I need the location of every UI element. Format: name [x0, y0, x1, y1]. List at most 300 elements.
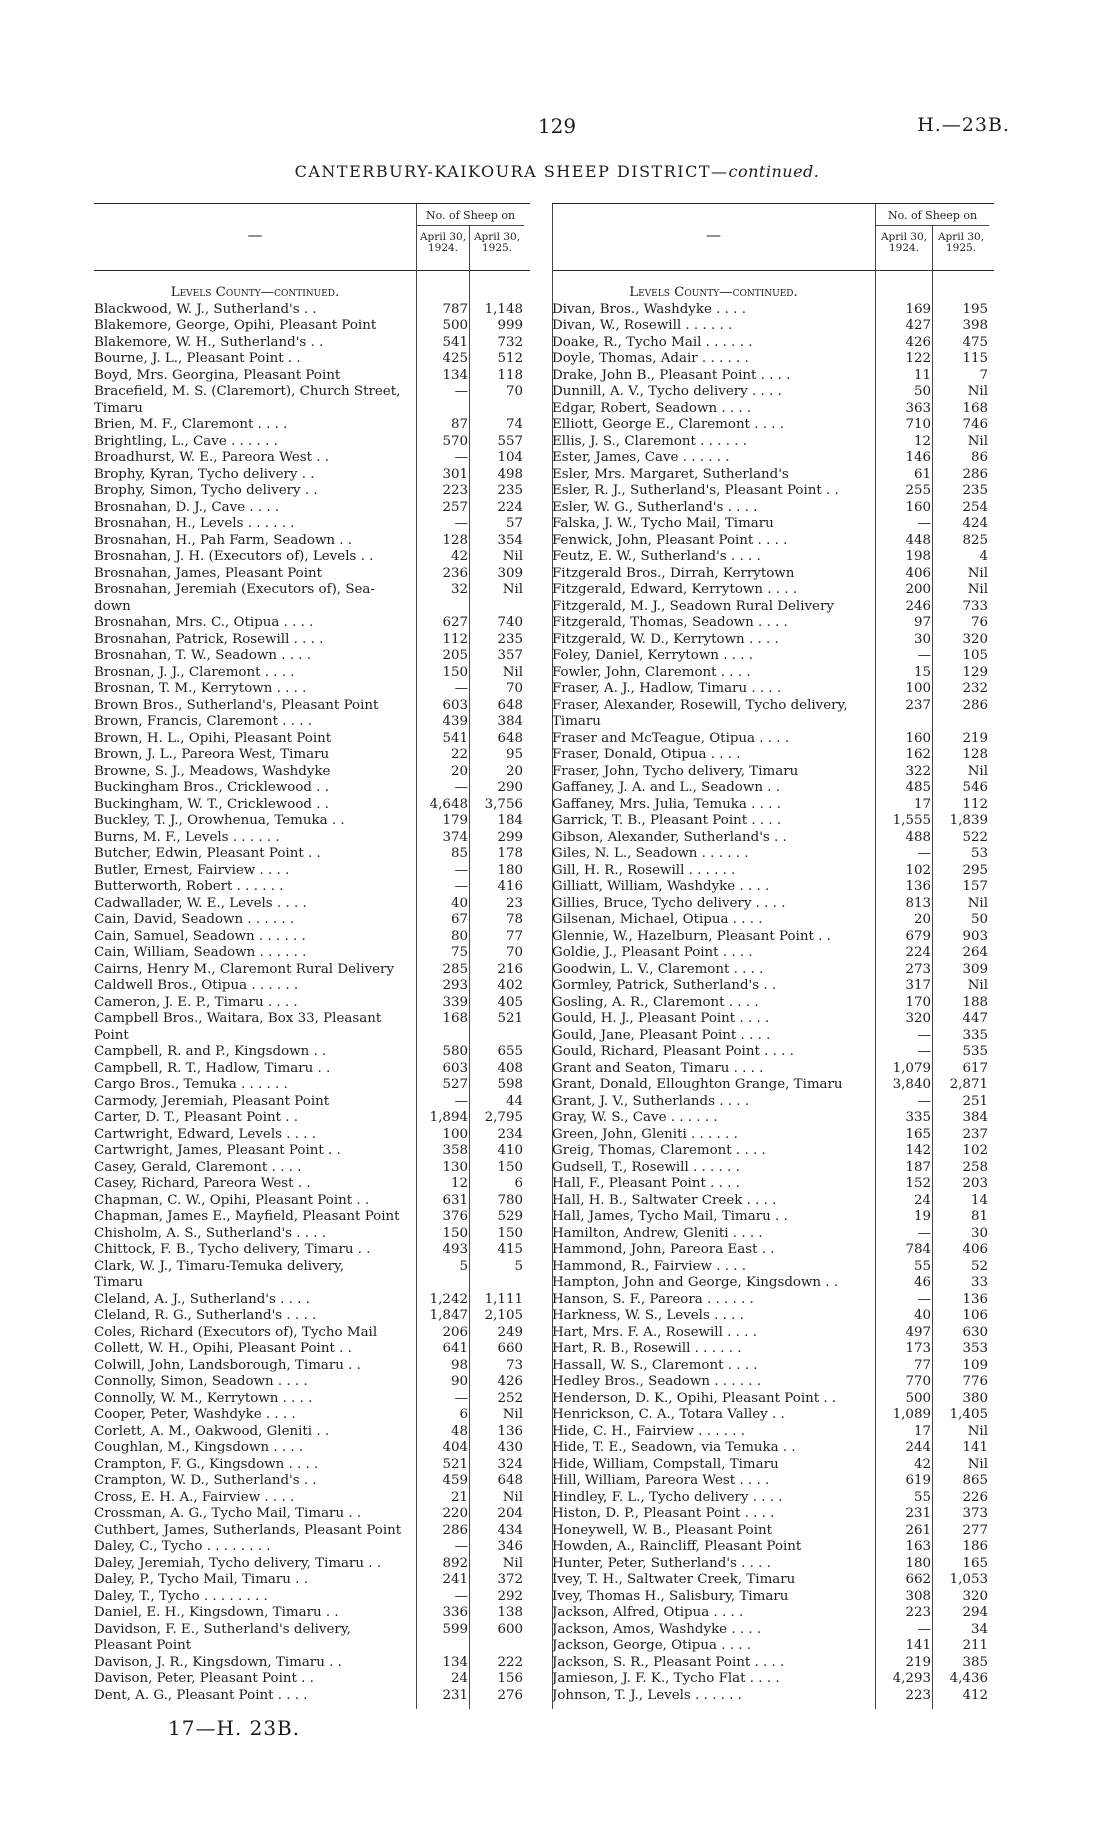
- sheep-1925: 732: [497, 334, 523, 350]
- sheep-1924: [875, 714, 931, 731]
- sheep-1925: [468, 1275, 523, 1292]
- owner-name: Divan, W., Rosewill . . . . . .: [552, 318, 733, 333]
- owner-name: Henderson, D. K., Opihi, Pleasant Point . .: [552, 1390, 837, 1406]
- sheep-1925: 222: [497, 1654, 523, 1670]
- owner-name: Fitzgerald, W. D., Kerrytown . . . .: [552, 631, 779, 647]
- sheep-1924: 246: [905, 598, 931, 614]
- owner-name: Blakemore, W. H., Sutherland's . .: [94, 334, 324, 350]
- sheep-1925: Nil: [967, 565, 988, 581]
- sheep-1925: Nil: [967, 1456, 988, 1472]
- table-row: [94, 1440, 530, 1457]
- sheep-1924: 163: [905, 1539, 931, 1554]
- sheep-1924: 580: [442, 1044, 468, 1059]
- sheep-1924: 237: [905, 697, 931, 713]
- sheep-1925: 309: [497, 565, 523, 581]
- sheep-1924: 200: [905, 582, 931, 597]
- sheep-1925: 104: [497, 450, 523, 465]
- sheep-1924: 220: [442, 1506, 468, 1521]
- owner-name: Doyle, Thomas, Adair . . . . . .: [552, 351, 749, 366]
- table-row: [552, 434, 994, 451]
- sheep-1925: 109: [962, 1357, 988, 1373]
- sheep-1924: —: [917, 1027, 931, 1043]
- sheep-1925: 353: [962, 1341, 988, 1356]
- sheep-1924: 231: [905, 1506, 931, 1521]
- owner-name: Edgar, Robert, Seadown . . . .: [552, 400, 752, 416]
- table-row: [552, 1440, 994, 1457]
- table-row: [552, 714, 994, 731]
- owner-name: Grant and Seaton, Timaru . . . .: [552, 1060, 764, 1076]
- sheep-1925: 14: [970, 1192, 988, 1208]
- sheep-1924: [416, 599, 468, 616]
- sheep-1925: 412: [962, 1687, 988, 1703]
- sheep-1924: 67: [450, 912, 468, 927]
- table-row: [94, 665, 530, 682]
- owner-name: Gould, H. J., Pleasant Point . . . .: [552, 1011, 770, 1026]
- sheep-1924: 21: [450, 1489, 468, 1505]
- sheep-1925: 1,405: [949, 1407, 988, 1422]
- owner-name: Connolly, Simon, Seadown . . . .: [94, 1374, 308, 1389]
- sheep-1924: 770: [905, 1374, 931, 1389]
- title-suffix: continued.: [728, 162, 820, 181]
- sheep-1924: 180: [905, 1555, 931, 1571]
- table-row: [552, 747, 994, 764]
- sheep-1925: 70: [505, 681, 523, 696]
- owner-name: Hedley Bros., Seadown . . . . . .: [552, 1374, 762, 1389]
- sheep-1924: 257: [442, 499, 468, 515]
- table-row: [552, 1094, 994, 1111]
- owner-name: Cleland, A. J., Sutherland's . . . .: [94, 1291, 310, 1307]
- sheep-1924: 87: [450, 417, 468, 432]
- sheep-1925: 2,105: [484, 1308, 523, 1323]
- sheep-1925: 320: [962, 631, 988, 647]
- table-row: [552, 368, 994, 385]
- sheep-1924: 241: [442, 1572, 468, 1587]
- sheep-1925: 20: [505, 763, 523, 779]
- sheep-1925: 780: [497, 1192, 523, 1208]
- sheep-1924: 603: [442, 697, 468, 713]
- owner-name: Casey, Gerald, Claremont . . . .: [94, 1159, 302, 1175]
- owner-name: Gaffaney, J. A. and L., Seadown . .: [552, 780, 780, 795]
- table-row: [94, 1523, 530, 1540]
- left-table-header: [94, 203, 530, 271]
- sheep-1924: 641: [442, 1341, 468, 1356]
- sheep-1925: Nil: [502, 664, 523, 680]
- owner-name: Brosnahan, Jeremiah (Executors of), Sea-: [94, 582, 375, 597]
- owner-name: Brosnahan, H., Levels . . . . . .: [94, 516, 295, 531]
- sheep-1925: 1,148: [484, 301, 523, 317]
- table-row: [94, 1473, 530, 1490]
- sheep-1924: 206: [442, 1324, 468, 1340]
- sheep-1925: 535: [962, 1044, 988, 1059]
- table-row: [94, 318, 530, 335]
- sheep-1925: 357: [497, 648, 523, 663]
- table-row: [552, 1655, 994, 1672]
- sheep-1924: 42: [450, 549, 468, 564]
- sheep-1925: 416: [497, 879, 523, 894]
- sheep-1925: 180: [497, 862, 523, 878]
- sheep-1924: 627: [442, 615, 468, 630]
- sheep-1925: 286: [962, 697, 988, 713]
- owner-name: Gillies, Bruce, Tycho delivery . . . .: [552, 895, 786, 911]
- sheep-1924: —: [917, 1093, 931, 1109]
- owner-name: Hampton, John and George, Kingsdown . .: [552, 1275, 839, 1290]
- sheep-1924: 19: [913, 1209, 931, 1224]
- header-col-1925: April 30, 1925.: [473, 231, 521, 254]
- owner-name: Divan, Bros., Washdyke . . . .: [552, 301, 746, 317]
- sheep-1924: 710: [905, 417, 931, 432]
- owner-name: Timaru: [552, 714, 601, 729]
- sheep-1924: —: [917, 1621, 931, 1637]
- sheep-1925: 426: [497, 1374, 523, 1389]
- sheep-1925: 372: [497, 1572, 523, 1587]
- table-row: [552, 318, 994, 335]
- sheep-1925: Nil: [502, 582, 523, 597]
- owner-name: Gill, H. R., Rosewill . . . . . .: [552, 862, 736, 878]
- table-row: [552, 335, 994, 352]
- owner-name: Brosnahan, H., Pah Farm, Seadown . .: [94, 532, 353, 548]
- left-table-body: [94, 271, 530, 1704]
- owner-name: Daley, P., Tycho Mail, Timaru . .: [94, 1572, 308, 1587]
- sheep-1924: 493: [442, 1242, 468, 1257]
- owner-name: Pleasant Point: [94, 1638, 192, 1653]
- sheep-1924: 363: [905, 400, 931, 416]
- sheep-1924: 5: [459, 1258, 468, 1274]
- table-row: [94, 1391, 530, 1408]
- table-row: [552, 813, 994, 830]
- owner-name: Timaru: [94, 400, 143, 416]
- sheep-1925: 5: [514, 1258, 523, 1274]
- sheep-1925: [468, 1028, 523, 1045]
- table-row: [94, 615, 530, 632]
- table-row: [552, 632, 994, 649]
- sheep-1924: 427: [905, 318, 931, 333]
- table-row: [94, 1589, 530, 1606]
- owner-name: Histon, D. P., Pleasant Point . . . .: [552, 1506, 775, 1521]
- sheep-1925: Nil: [502, 549, 523, 564]
- sheep-1924: 128: [442, 532, 468, 548]
- sheep-1925: 136: [497, 1423, 523, 1439]
- page-footer: 17—H. 23B.: [168, 1716, 301, 1740]
- owner-name: Cain, William, Seadown . . . . . .: [94, 945, 307, 960]
- owner-name: Brosnahan, D. J., Cave . . . .: [94, 499, 280, 515]
- sheep-1925: 405: [497, 994, 523, 1010]
- sheep-1924: 497: [905, 1324, 931, 1340]
- table-row: [552, 1143, 994, 1160]
- owner-name: Hassall, W. S., Claremont . . . .: [552, 1357, 758, 1373]
- sheep-1925: [468, 1638, 523, 1655]
- sheep-1925: 286: [962, 466, 988, 482]
- sheep-1924: 223: [905, 1687, 931, 1703]
- owner-name: Jackson, S. R., Pleasant Point . . . .: [552, 1654, 785, 1670]
- sheep-1925: 630: [962, 1324, 988, 1340]
- table-row: [552, 1011, 994, 1028]
- header-sheep-on: No. of Sheep on: [425, 209, 516, 222]
- owner-name: Brien, M. F., Claremont . . . .: [94, 417, 288, 432]
- sheep-1925: 512: [497, 351, 523, 366]
- sheep-1924: 244: [905, 1440, 931, 1455]
- owner-name: Casey, Richard, Pareora West . .: [94, 1176, 311, 1191]
- sheep-1925: 309: [962, 961, 988, 977]
- table-row: [552, 1556, 994, 1573]
- table-row: [94, 1011, 530, 1028]
- owner-name: Hide, T. E., Seadown, via Temuka . .: [552, 1440, 796, 1455]
- owner-name: Fitzgerald Bros., Dirrah, Kerrytown: [552, 565, 795, 581]
- sheep-1925: 186: [962, 1539, 988, 1554]
- table-row: [552, 450, 994, 467]
- sheep-1925: 294: [962, 1605, 988, 1620]
- table-row: [94, 1209, 530, 1226]
- sheep-1925: Nil: [502, 1555, 523, 1571]
- sheep-1924: 85: [450, 846, 468, 861]
- owner-name: Fitzgerald, Edward, Kerrytown . . . .: [552, 582, 798, 597]
- sheep-1924: 150: [442, 1225, 468, 1241]
- sheep-1925: 6: [514, 1176, 523, 1191]
- header-dash: —: [247, 226, 263, 244]
- sheep-1924: 570: [442, 433, 468, 449]
- sheep-1924: 170: [905, 994, 931, 1010]
- sheep-1924: 619: [905, 1473, 931, 1488]
- sheep-1924: 4,648: [429, 796, 468, 812]
- table-row: [94, 483, 530, 500]
- owner-name: Brophy, Kyran, Tycho delivery . .: [94, 466, 315, 482]
- table-row: [94, 500, 530, 517]
- owner-name: Harkness, W. S., Levels . . . .: [552, 1308, 744, 1323]
- sheep-1924: 426: [905, 334, 931, 350]
- owner-name: Jackson, Amos, Washdyke . . . .: [552, 1621, 762, 1637]
- sheep-1924: 448: [905, 532, 931, 548]
- table-row: [552, 1160, 994, 1177]
- owner-name: Elliott, George E., Claremont . . . .: [552, 417, 784, 432]
- sheep-1924: 173: [905, 1341, 931, 1356]
- table-row: [94, 1374, 530, 1391]
- table-row: [94, 1457, 530, 1474]
- sheep-1924: 122: [905, 351, 931, 366]
- table-row: [552, 1193, 994, 1210]
- owner-name: Esler, Mrs. Margaret, Sutherland's: [552, 466, 789, 482]
- table-row: [552, 566, 994, 583]
- owner-name: Cairns, Henry M., Claremont Rural Delivery: [94, 961, 395, 977]
- table-row: [552, 1622, 994, 1639]
- sheep-1924: 662: [905, 1572, 931, 1587]
- sheep-1924: 231: [442, 1687, 468, 1703]
- table-row: [94, 566, 530, 583]
- owner-name: Brosnahan, Patrick, Rosewill . . . .: [94, 631, 324, 647]
- sheep-1925: 1,111: [484, 1291, 523, 1307]
- owner-name: Cameron, J. E. P., Timaru . . . .: [94, 994, 298, 1010]
- owner-name: Brosnahan, T. W., Seadown . . . .: [94, 648, 312, 663]
- sheep-1924: 322: [905, 763, 931, 779]
- table-row: [552, 896, 994, 913]
- owner-name: Hart, R. B., Rosewill . . . . . .: [552, 1341, 742, 1356]
- table-row: [552, 1341, 994, 1358]
- sheep-1924: 1,242: [429, 1291, 468, 1307]
- owner-name: Fraser and McTeague, Otipua . . . .: [552, 730, 790, 746]
- sheep-1924: 11: [913, 367, 931, 383]
- table-row: [94, 1077, 530, 1094]
- table-row: [94, 995, 530, 1012]
- owner-name: Green, John, Gleniti . . . . . .: [552, 1126, 738, 1142]
- sheep-1925: Nil: [502, 1489, 523, 1505]
- table-row: [552, 1061, 994, 1078]
- sheep-1924: 24: [913, 1192, 931, 1208]
- sheep-1924: 406: [905, 565, 931, 581]
- sheep-1924: 599: [442, 1621, 468, 1637]
- sheep-1924: —: [454, 1588, 468, 1604]
- sheep-1925: 617: [962, 1060, 988, 1076]
- sheep-1925: 335: [962, 1027, 988, 1043]
- sheep-1925: 295: [962, 862, 988, 878]
- sheep-1924: —: [454, 681, 468, 696]
- owner-name: Hide, William, Compstall, Timaru: [552, 1456, 779, 1472]
- owner-name: Johnson, T. J., Levels . . . . . .: [552, 1687, 742, 1703]
- table-row: [94, 896, 530, 913]
- owner-name: Coles, Richard (Executors of), Tycho Mail: [94, 1324, 378, 1340]
- table-row: [552, 1077, 994, 1094]
- header-sheep-on: No. of Sheep on: [887, 209, 978, 222]
- table-row: [552, 912, 994, 929]
- sheep-1925: 252: [497, 1390, 523, 1406]
- owner-name: Jackson, George, Otipua . . . .: [552, 1638, 752, 1653]
- table-row: [94, 417, 530, 434]
- sheep-1925: 33: [970, 1275, 988, 1290]
- owner-name: Campbell, R. and P., Kingsdown . .: [94, 1044, 327, 1059]
- table-row: [552, 1671, 994, 1688]
- sheep-1925: 23: [505, 895, 523, 911]
- sheep-1925: 903: [962, 928, 988, 944]
- sheep-1925: Nil: [967, 384, 988, 399]
- sheep-1925: Nil: [502, 1407, 523, 1422]
- sheep-1924: 130: [442, 1159, 468, 1175]
- table-row: [552, 1473, 994, 1490]
- sheep-1924: 631: [442, 1192, 468, 1208]
- owner-name: Broadhurst, W. E., Pareora West . .: [94, 450, 330, 465]
- sheep-1924: 813: [905, 895, 931, 911]
- sheep-1924: 320: [905, 1011, 931, 1026]
- table-row: [552, 1176, 994, 1193]
- table-row: [94, 846, 530, 863]
- owner-name: Greig, Thomas, Claremont . . . .: [552, 1143, 766, 1158]
- sheep-1924: —: [917, 1291, 931, 1307]
- sheep-1924: [416, 1028, 468, 1045]
- sheep-1924: 784: [905, 1242, 931, 1257]
- owner-name: Chapman, James E., Mayfield, Pleasant Point: [94, 1209, 400, 1224]
- sheep-1924: [416, 1275, 468, 1292]
- sheep-1925: 4,436: [949, 1671, 988, 1686]
- sheep-1925: 825: [962, 532, 988, 548]
- owner-name: Crossman, A. G., Tycho Mail, Timaru . .: [94, 1506, 362, 1521]
- sheep-1925: 529: [497, 1209, 523, 1224]
- owner-name: Hunter, Peter, Sutherland's . . . .: [552, 1555, 771, 1571]
- owner-name: Davidson, F. E., Sutherland's delivery,: [94, 1621, 351, 1637]
- sheep-1925: 70: [505, 384, 523, 399]
- sheep-1924: 12: [913, 433, 931, 449]
- sheep-1925: 424: [962, 516, 988, 531]
- table-row: [94, 714, 530, 731]
- sheep-1925: 138: [497, 1605, 523, 1620]
- sheep-1925: 475: [962, 334, 988, 350]
- table-row: [94, 1341, 530, 1358]
- table-row: [94, 533, 530, 550]
- owner-name: Hanson, S. F., Pareora . . . . . .: [552, 1291, 754, 1307]
- sheep-1924: 4,293: [892, 1671, 931, 1686]
- owner-name: Gray, W. S., Cave . . . . . .: [552, 1110, 718, 1125]
- sheep-1924: 317: [905, 978, 931, 993]
- table-row: [552, 1308, 994, 1325]
- sheep-1925: 115: [962, 351, 988, 366]
- owner-name: Crampton, F. G., Kingsdown . . . .: [94, 1456, 319, 1472]
- sheep-1925: 30: [970, 1225, 988, 1241]
- sheep-1925: 498: [497, 466, 523, 482]
- sheep-1924: 787: [442, 301, 468, 317]
- owner-name: Giles, N. L., Seadown . . . . . .: [552, 846, 749, 861]
- sheep-1924: 603: [442, 1060, 468, 1076]
- sheep-1924: 500: [442, 318, 468, 333]
- sheep-1924: 169: [905, 301, 931, 317]
- owner-name: Browne, S. J., Meadows, Washdyke: [94, 763, 331, 779]
- right-table-body: [552, 271, 994, 1704]
- sheep-1924: 459: [442, 1473, 468, 1488]
- sheep-1925: 292: [497, 1588, 523, 1604]
- table-row: [552, 1572, 994, 1589]
- table-row: [552, 698, 994, 715]
- sheep-1924: 439: [442, 714, 468, 729]
- table-row: [552, 1127, 994, 1144]
- table-row: [94, 384, 530, 401]
- sheep-1925: 384: [962, 1110, 988, 1125]
- owner-name: Cuthbert, James, Sutherlands, Pleasant Point: [94, 1522, 402, 1538]
- sheep-1925: 324: [497, 1456, 523, 1472]
- sheep-1925: 258: [962, 1159, 988, 1175]
- sheep-1924: 40: [913, 1308, 931, 1323]
- owner-name: Cleland, R. G., Sutherland's . . . .: [94, 1308, 317, 1323]
- sheep-1925: 354: [497, 532, 523, 548]
- table-row: [552, 681, 994, 698]
- table-row: [552, 533, 994, 550]
- table-row: [94, 1160, 530, 1177]
- sheep-1925: 648: [497, 1473, 523, 1488]
- sheep-1924: 42: [913, 1456, 931, 1472]
- owner-name: Bourne, J. L., Pleasant Point . .: [94, 351, 301, 366]
- owner-name: Henrickson, C. A., Totara Valley . .: [552, 1407, 785, 1422]
- sheep-1924: 160: [905, 499, 931, 515]
- owner-name: Coughlan, M., Kingsdown . . . .: [94, 1440, 304, 1455]
- sheep-1924: —: [454, 516, 468, 531]
- sheep-1924: [416, 401, 468, 418]
- sheep-1924: 15: [913, 664, 931, 680]
- sheep-1924: —: [454, 384, 468, 399]
- sheep-1925: 277: [962, 1522, 988, 1538]
- table-row: [552, 351, 994, 368]
- table-row: [552, 1226, 994, 1243]
- sheep-1925: 168: [962, 400, 988, 416]
- owner-name: Hammond, R., Fairview . . . .: [552, 1258, 747, 1274]
- owner-name: Cadwallader, W. E., Levels . . . .: [94, 895, 307, 911]
- table-row: [552, 846, 994, 863]
- sheep-1924: 293: [442, 978, 468, 993]
- sheep-1925: 402: [497, 978, 523, 993]
- sheep-1925: 73: [505, 1357, 523, 1373]
- sheep-1924: 892: [442, 1555, 468, 1571]
- sheep-1925: 733: [962, 598, 988, 614]
- owner-name: Brown, Francis, Claremont . . . .: [94, 714, 313, 729]
- table-row: [94, 813, 530, 830]
- table-row: [552, 1506, 994, 1523]
- table-row: [552, 582, 994, 599]
- sheep-1924: 261: [905, 1522, 931, 1538]
- sheep-1924: 112: [442, 631, 468, 647]
- sheep-1925: 77: [505, 928, 523, 944]
- sheep-1924: 141: [905, 1638, 931, 1653]
